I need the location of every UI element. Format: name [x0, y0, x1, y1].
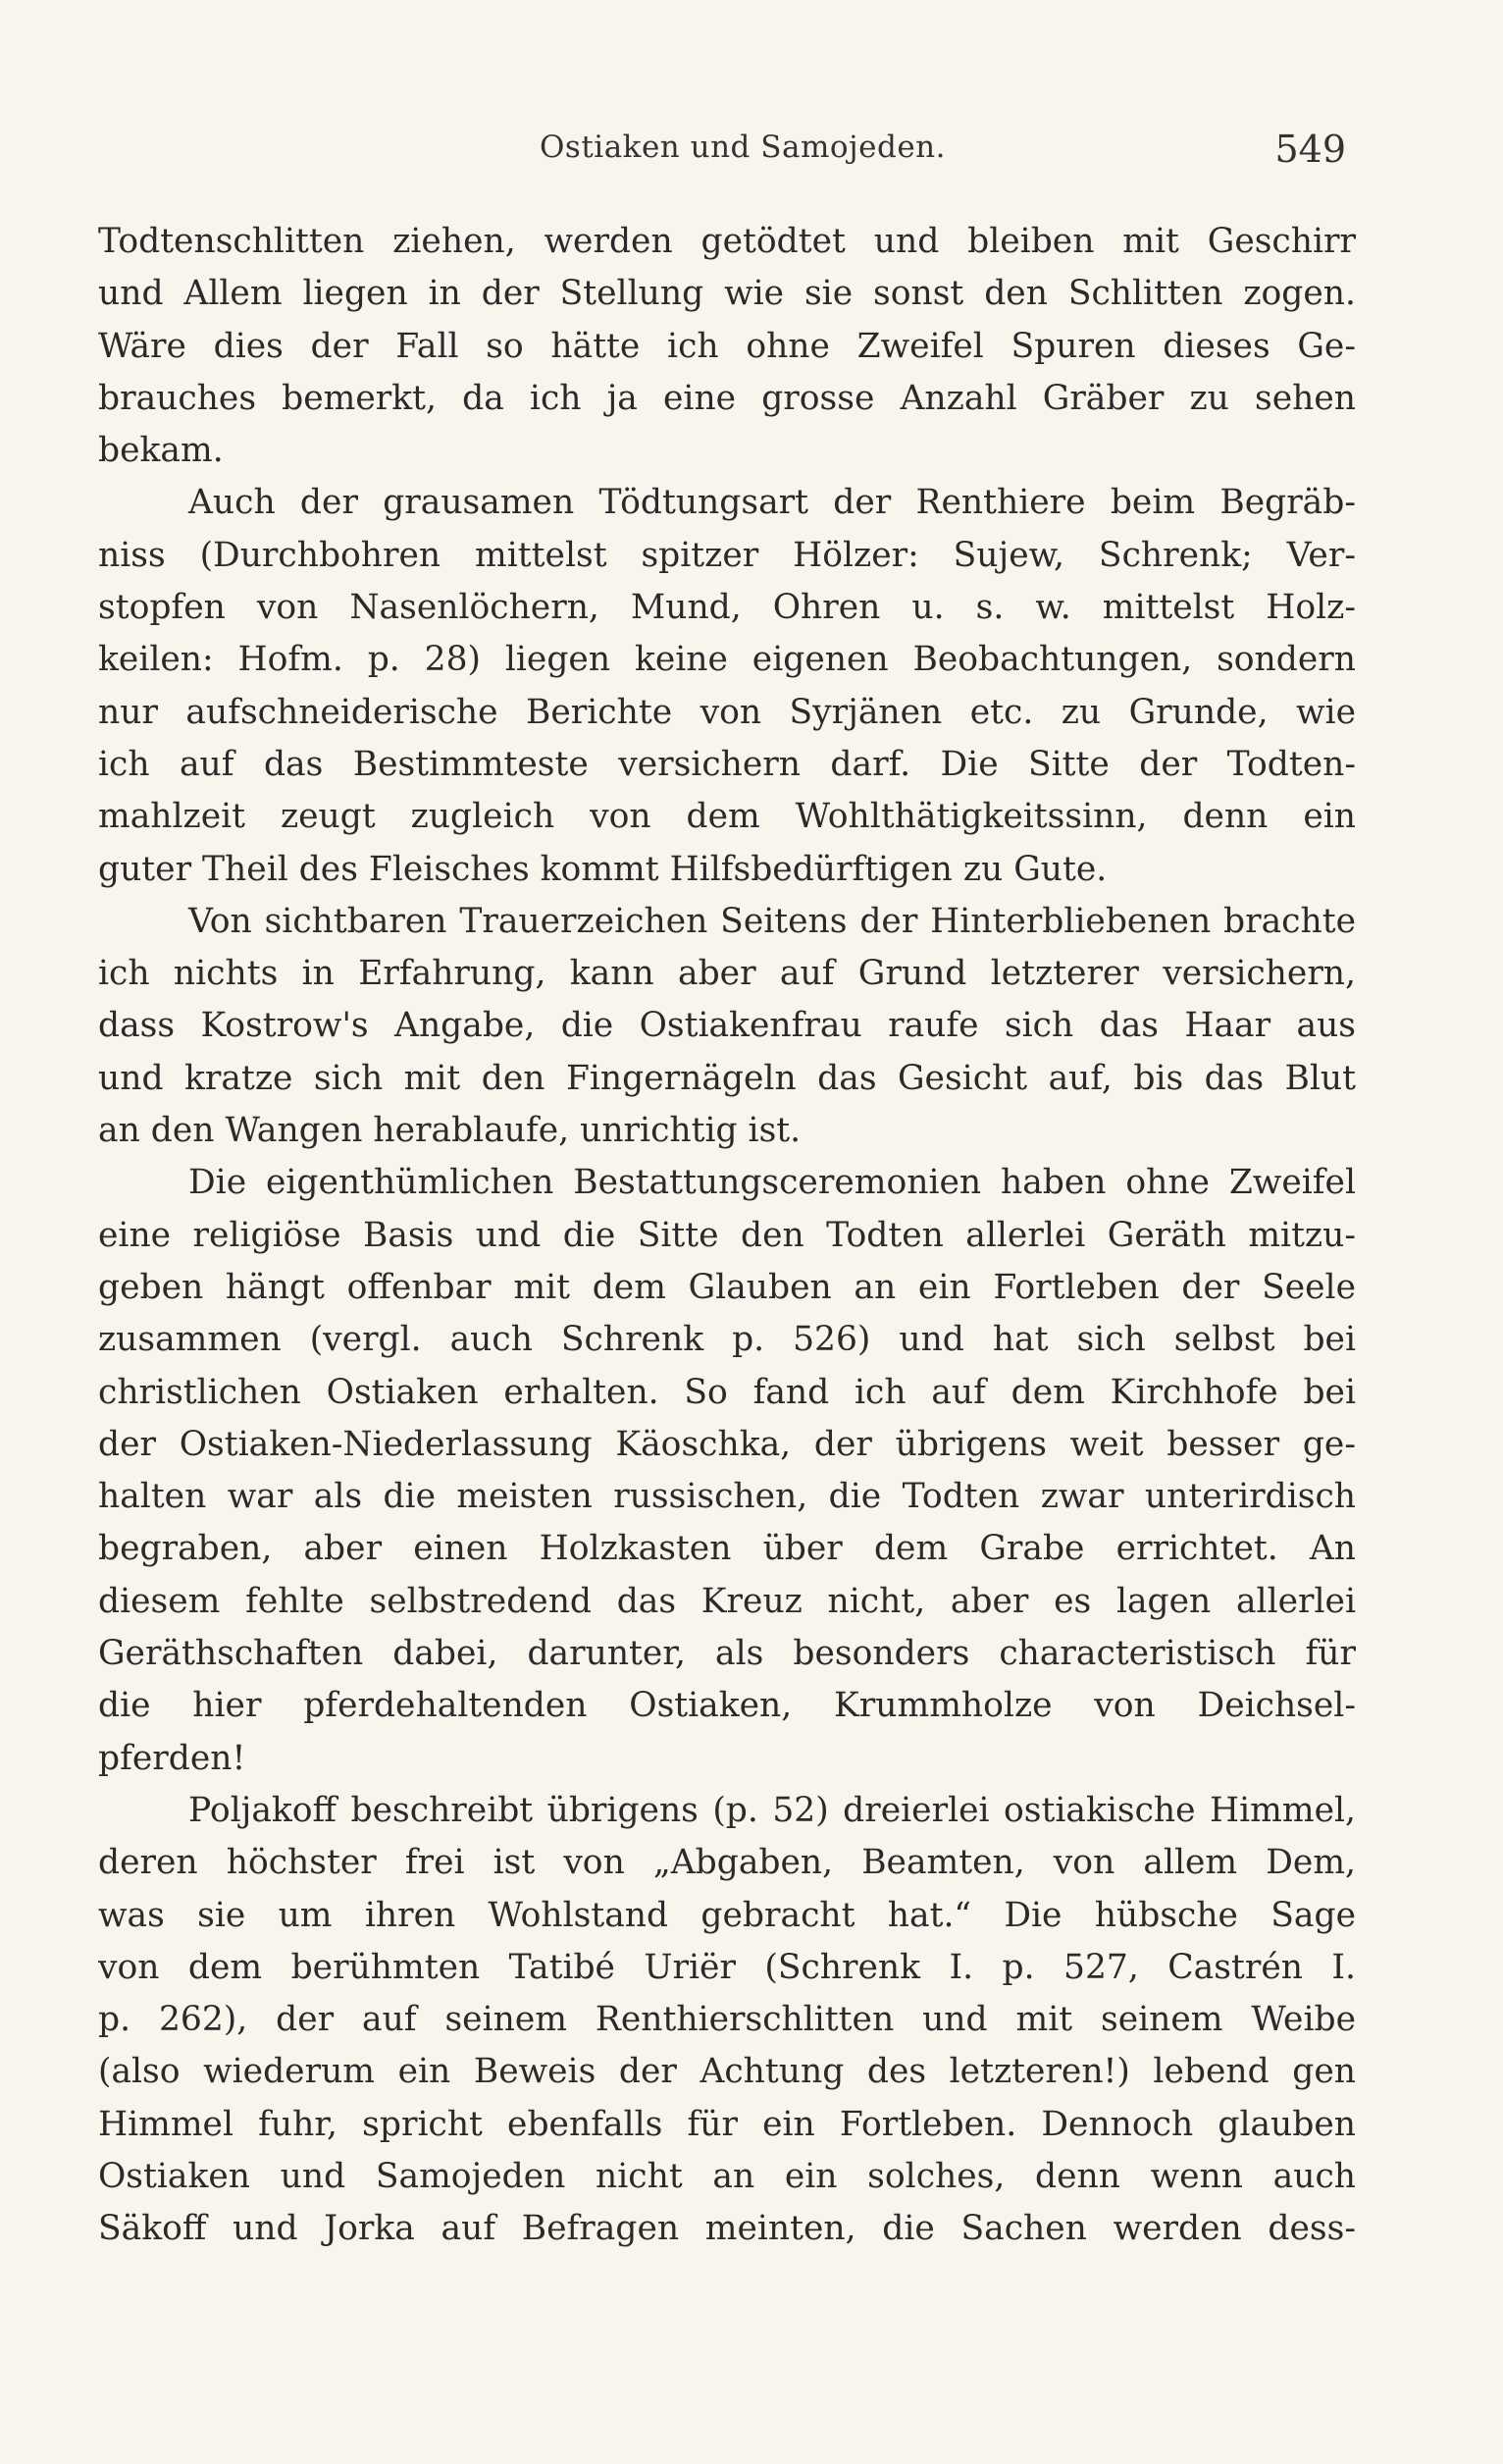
text-line: diesem fehlte selbstredend das Kreuz nicht, aber es lagen allerlei: [98, 1581, 1356, 1621]
text-line: und kratze sich mit den Fingernägeln das Gesicht auf, bis das Blut: [98, 1058, 1356, 1098]
page-number: 549: [1274, 128, 1346, 171]
text-line: Ostiaken und Samojeden nicht an ein solches, denn wenn auch: [98, 2156, 1356, 2196]
text-line: was sie um ihren Wohlstand gebracht hat.“ Die hübsche Sage: [98, 1895, 1356, 1935]
text-line: Wäre dies der Fall so hätte ich ohne Zweifel Spuren dieses Ge-: [98, 326, 1356, 366]
body-text: [98, 216, 1356, 2256]
text-line: p. 262), der auf seinem Renthierschlitten und mit seinem Weibe: [98, 2000, 1356, 2040]
text-line: (also wiederum ein Beweis der Achtung des letzteren!) lebend gen: [98, 2052, 1356, 2092]
text-line: geben hängt offenbar mit dem Glauben an ein Fortleben der Seele: [98, 1267, 1356, 1307]
text-line: Geräthschaften dabei, darunter, als besonders characteristisch für: [98, 1634, 1356, 1674]
text-line: niss (Durchbohren mittelst spitzer Hölzer: Sujew, Schrenk; Ver-: [98, 535, 1356, 575]
text-line: ich nichts in Erfahrung, kann aber auf Grund letzterer versichern,: [98, 954, 1356, 994]
text-line: Himmel fuhr, spricht ebenfalls für ein Fortleben. Dennoch glauben: [98, 2104, 1356, 2144]
text-line: Poljakoff beschreibt übrigens (p. 52) dreierlei ostiakische Himmel,: [188, 1790, 1356, 1830]
text-line: und Allem liegen in der Stellung wie sie sonst den Schlitten zogen.: [98, 274, 1356, 314]
text-line: eine religiöse Basis und die Sitte den Todten allerlei Geräth mitzu-: [98, 1215, 1356, 1255]
text-line: ich auf das Bestimmteste versichern darf. Die Sitte der Todten-: [98, 744, 1356, 784]
text-line: Auch der grausamen Tödtungsart der Renthiere beim Begräb-: [188, 483, 1356, 523]
text-line: Von sichtbaren Trauerzeichen Seitens der Hinterbliebenen brachte: [188, 901, 1356, 941]
page-header: [98, 128, 1356, 181]
text-line: guter Theil des Fleisches kommt Hilfsbedürftigen zu Gute.: [98, 849, 1108, 889]
text-line: nur aufschneiderische Berichte von Syrjänen etc. zu Grunde, wie: [98, 692, 1356, 732]
text-line: an den Wangen herablaufe, unrichtig ist.: [98, 1111, 802, 1151]
text-line: deren höchster frei ist von „Abgaben, Beamten, von allem Dem,: [98, 1843, 1356, 1883]
text-line: zusammen (vergl. auch Schrenk p. 526) und hat sich selbst bei: [98, 1320, 1356, 1360]
text-line: stopfen von Nasenlöchern, Mund, Ohren u. s. w. mittelst Holz-: [98, 588, 1356, 628]
text-line: mahlzeit zeugt zugleich von dem Wohlthätigkeitssinn, denn ein: [98, 797, 1356, 837]
text-line: bekam.: [98, 431, 224, 471]
text-line: halten war als die meisten russischen, die Todten zwar unterirdisch: [98, 1477, 1356, 1517]
text-line: brauches bemerkt, da ich ja eine grosse Anzahl Gräber zu sehen: [98, 378, 1356, 418]
text-line: Säkoff und Jorka auf Befragen meinten, die Sachen werden dess-: [98, 2209, 1356, 2249]
text-line: Todtenschlitten ziehen, werden getödtet und bleiben mit Geschirr: [98, 222, 1356, 261]
text-line: die hier pferdehaltenden Ostiaken, Krummholze von Deichsel-: [98, 1686, 1356, 1726]
text-line: begraben, aber einen Holzkasten über dem Grabe errichtet. An: [98, 1529, 1356, 1569]
text-line: pferden!: [98, 1738, 246, 1778]
text-line: von dem berühmten Tatibé Uriër (Schrenk I. p. 527, Castrén I.: [98, 1947, 1356, 1987]
text-line: christlichen Ostiaken erhalten. So fand ich auf dem Kirchhofe bei: [98, 1372, 1356, 1412]
text-line: keilen: Hofm. p. 28) liegen keine eigenen Beobachtungen, sondern: [98, 640, 1356, 680]
text-line: der Ostiaken-Niederlassung Käoschka, der übrigens weit besser ge-: [98, 1424, 1356, 1464]
text-line: dass Kostrow's Angabe, die Ostiakenfrau raufe sich das Haar aus: [98, 1006, 1356, 1046]
running-head: Ostiaken und Samojeden.: [540, 130, 947, 165]
text-line: Die eigenthümlichen Bestattungsceremonien haben ohne Zweifel: [188, 1163, 1356, 1203]
